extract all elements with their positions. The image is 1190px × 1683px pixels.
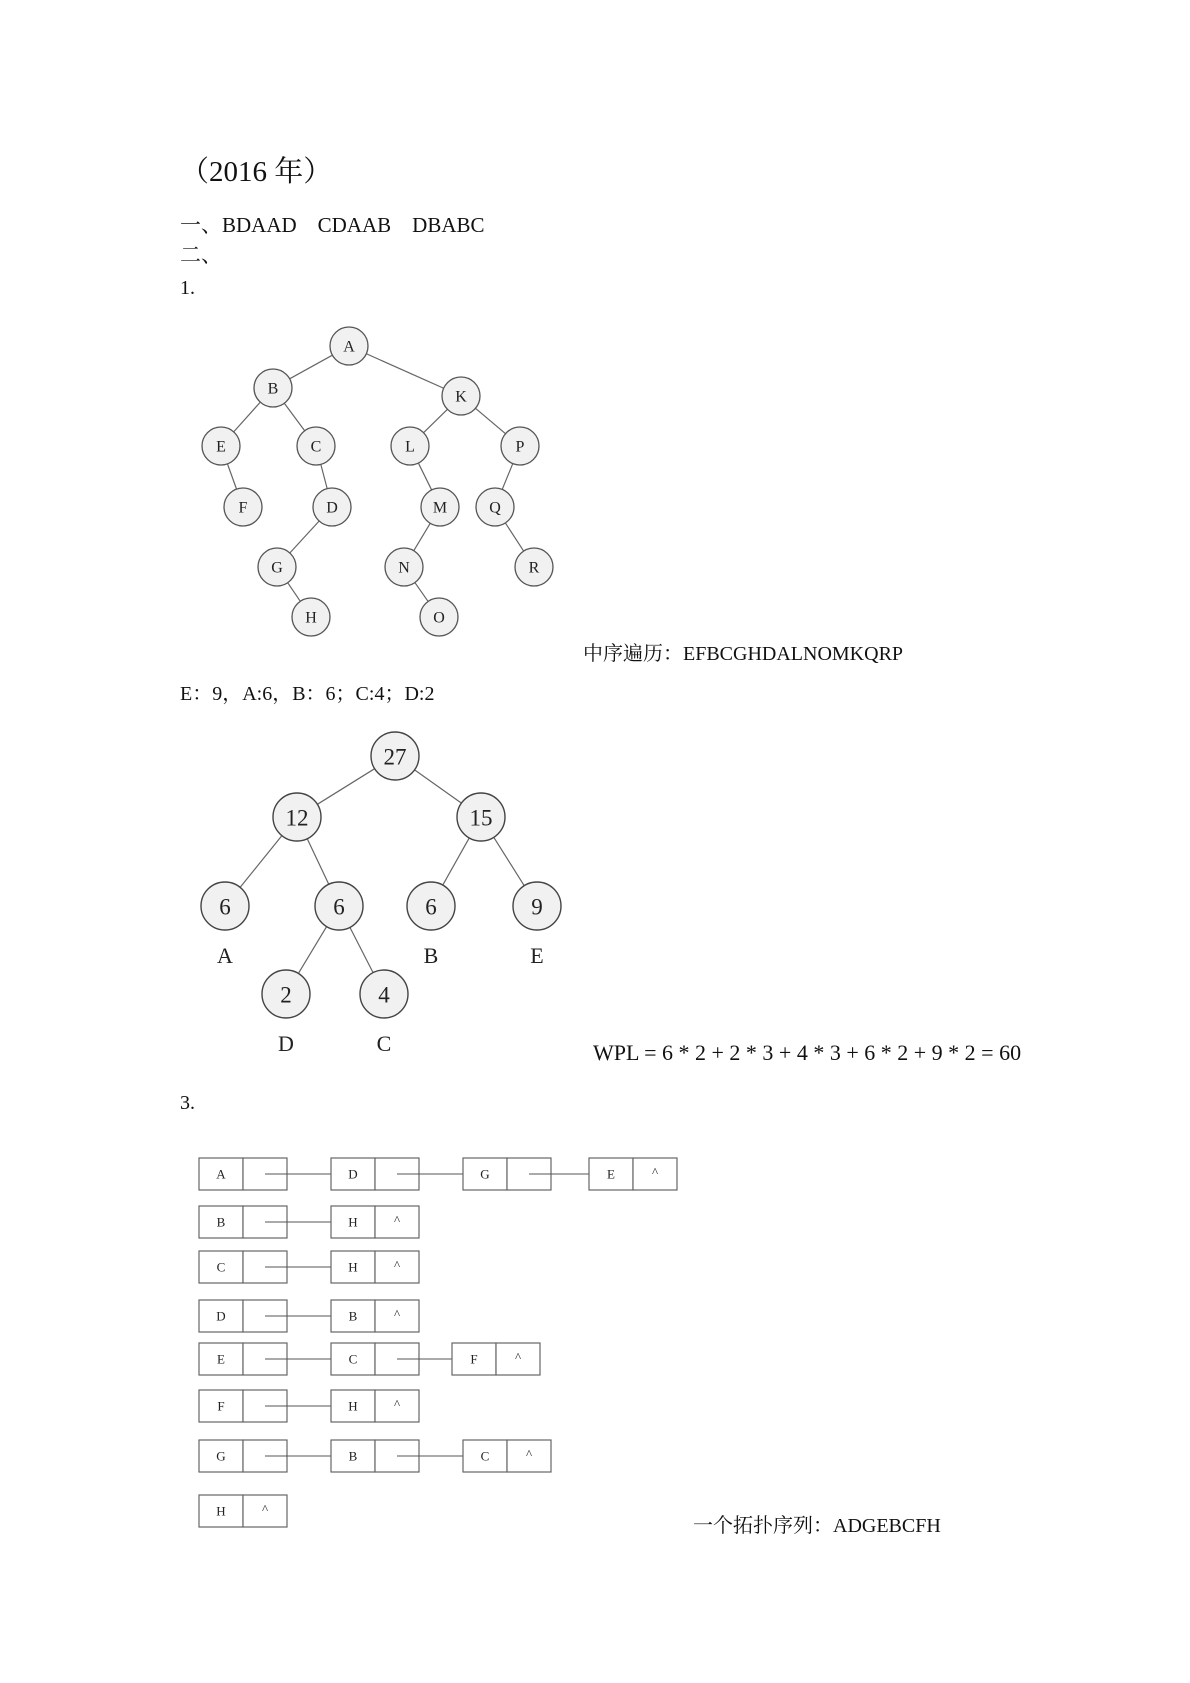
section-1-answers: 一、BDAAD CDAAB DBABC xyxy=(180,213,485,237)
list-node-label: B xyxy=(348,1448,358,1464)
huffman-node-weight: 12 xyxy=(285,805,309,831)
list-node-label: G xyxy=(216,1448,226,1464)
tree-node-label: F xyxy=(238,499,248,517)
list-node-F xyxy=(452,1343,540,1375)
huffman-node-weight: 4 xyxy=(378,982,390,1008)
huffman-leaf-label: B xyxy=(423,943,439,968)
tree-node-label: R xyxy=(528,559,540,577)
inorder-traversal-text: 中序遍历：EFBCGHDALNOMKQRP xyxy=(583,643,904,665)
topological-sequence-text: 一个拓扑序列：ADGEBCFH xyxy=(693,1515,941,1537)
wpl-formula: WPL = 6 * 2 + 2 * 3 + 4 * 3 + 6 * 2 + 9 * 2 = 60 xyxy=(593,1040,1022,1065)
huffman-leaf-label: A xyxy=(217,943,233,968)
null-pointer: ^ xyxy=(393,1306,401,1322)
page-title: （2016 年） xyxy=(180,156,333,188)
tree-node-label: M xyxy=(432,499,448,517)
huffman-leaf-label: C xyxy=(376,1031,392,1056)
list-node-label: H xyxy=(348,1214,358,1230)
huffman-weights-text: E：9，A:6，B：6；C:4；D:2 xyxy=(180,683,435,705)
head-node-H xyxy=(199,1495,287,1527)
tree-node-label: N xyxy=(398,559,410,577)
null-pointer: ^ xyxy=(525,1446,533,1462)
list-node-label: F xyxy=(217,1398,225,1414)
list-node-label: C xyxy=(480,1448,490,1464)
huffman-leaf-label: E xyxy=(530,943,544,968)
null-pointer: ^ xyxy=(514,1349,522,1365)
tree-node-label: A xyxy=(343,338,355,356)
tree-node-label: Q xyxy=(489,499,501,517)
list-node-label: A xyxy=(216,1166,226,1182)
list-node-label: E xyxy=(217,1351,225,1367)
list-node-B xyxy=(331,1300,419,1332)
list-node-label: G xyxy=(480,1166,490,1182)
null-pointer: ^ xyxy=(261,1501,269,1517)
item-3-label: 3. xyxy=(180,1092,195,1114)
tree-node-label: O xyxy=(433,609,445,627)
item-1-label: 1. xyxy=(180,277,195,299)
huffman-node-weight: 9 xyxy=(531,894,543,920)
huffman-node-weight: 27 xyxy=(383,744,407,770)
list-node-H xyxy=(331,1206,419,1238)
list-node-label: F xyxy=(470,1351,478,1367)
tree-node-label: H xyxy=(305,609,317,627)
section-2-heading: 二、 xyxy=(180,243,222,267)
list-node-label: C xyxy=(216,1259,226,1275)
tree-node-label: E xyxy=(216,438,226,456)
null-pointer: ^ xyxy=(393,1212,401,1228)
list-node-label: B xyxy=(216,1214,226,1230)
tree-node-label: P xyxy=(515,438,525,456)
list-node-label: E xyxy=(607,1166,615,1182)
huffman-node-weight: 6 xyxy=(425,894,437,920)
tree-node-label: C xyxy=(310,438,322,456)
huffman-node-weight: 15 xyxy=(469,805,493,831)
list-node-label: C xyxy=(348,1351,358,1367)
list-node-label: B xyxy=(348,1308,358,1324)
huffman-node-weight: 6 xyxy=(219,894,231,920)
list-node-label: H xyxy=(216,1503,226,1519)
tree-node-label: D xyxy=(326,499,338,517)
huffman-leaf-label: D xyxy=(278,1031,294,1056)
null-pointer: ^ xyxy=(393,1257,401,1273)
tree-node-label: L xyxy=(405,438,415,456)
huffman-node-weight: 2 xyxy=(280,982,292,1008)
list-node-C xyxy=(463,1440,551,1472)
null-pointer: ^ xyxy=(393,1396,401,1412)
null-pointer: ^ xyxy=(651,1164,659,1180)
tree-node-label: B xyxy=(267,380,279,398)
list-node-E xyxy=(589,1158,677,1190)
huffman-node-weight: 6 xyxy=(333,894,345,920)
list-node-label: H xyxy=(348,1398,358,1414)
list-node-label: H xyxy=(348,1259,358,1275)
list-node-label: D xyxy=(348,1166,358,1182)
list-node-H xyxy=(331,1390,419,1422)
list-node-H xyxy=(331,1251,419,1283)
tree-node-label: G xyxy=(271,559,283,577)
tree-node-label: K xyxy=(455,388,467,406)
list-node-label: D xyxy=(216,1308,226,1324)
